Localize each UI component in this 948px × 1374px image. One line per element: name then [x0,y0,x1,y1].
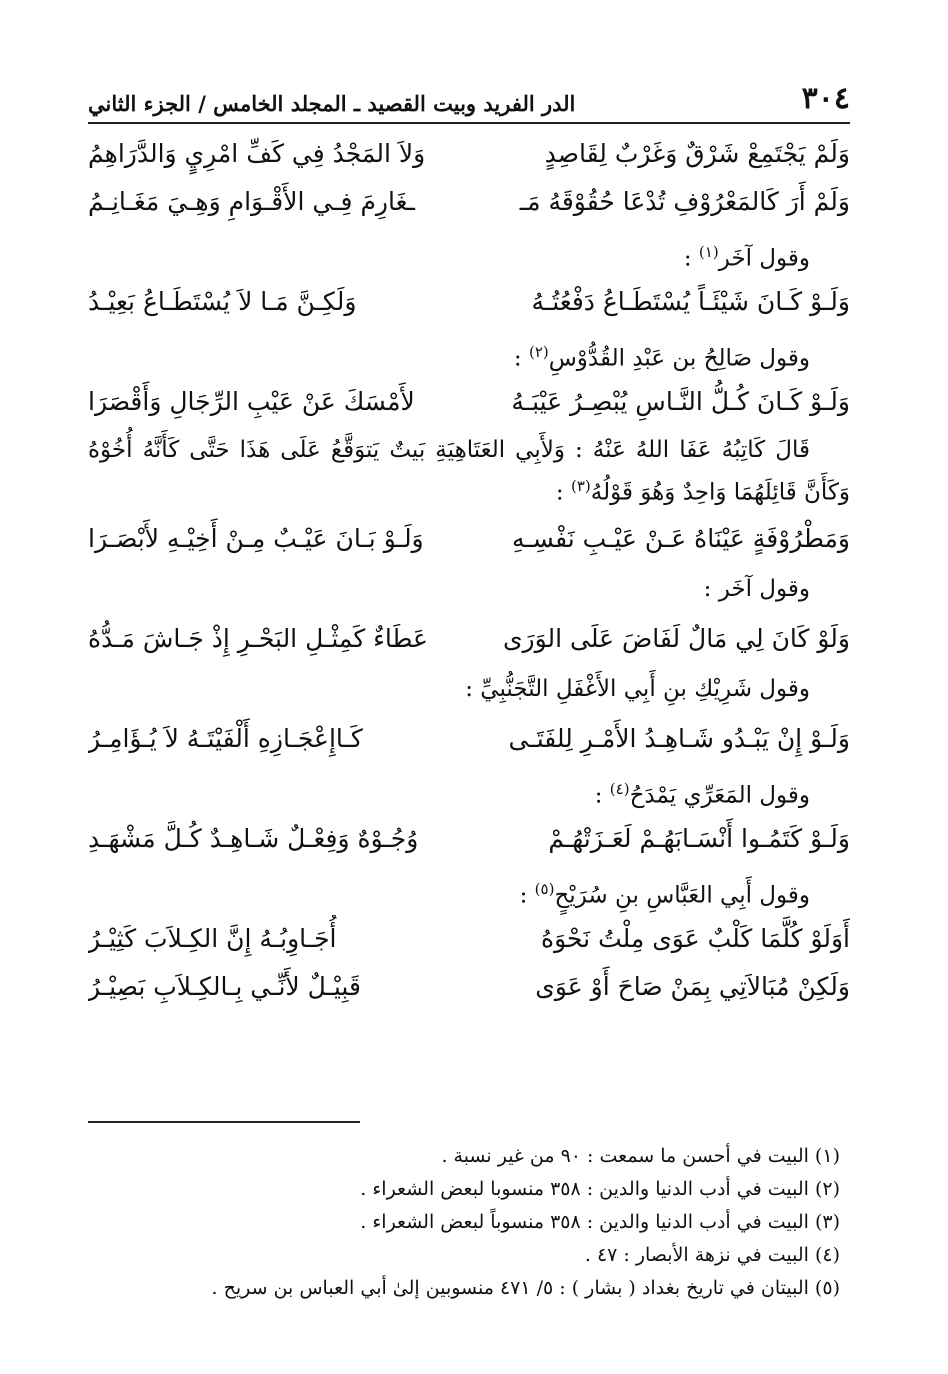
colon: : [513,345,529,372]
verse-line [88,278,850,326]
prose-paragraph [88,432,850,511]
verse-introduction [88,663,850,715]
text: وقول آخَر [718,575,810,602]
colon: : [683,245,699,272]
verse-second-hemistich: كَـاإِعْجَـازِهِ أَلْفَيْتَـهُ لاَ يُـؤَامِـرُ [88,723,363,753]
page-number: ٣٠٤ [801,81,850,116]
text: وقول آخَر [718,245,810,272]
verse-first-hemistich: وَلَـوْ كَـانَ شَيْئَـاً يُسْتَطَـاعُ دَفْعُتُـهُ [531,287,850,316]
verse-first-hemistich: وَلَمْ يَجْتَمِعْ شَرْقٌ وَغَرْبٌ لِقَاصِدٍ [544,139,850,168]
colon: : [703,575,719,602]
footnote: (٣) البيت في أدب الدنيا والدين : ٣٥٨ منسوباً لبعض الشعراء . [360,1211,840,1233]
verse-introduction [88,563,850,615]
verse-first-hemistich: وَلَوْ كَانَ لِي مَالٌ لَفَاضَ عَلَى الوَرَى [502,623,850,653]
footnote: (٢) البيت في أدب الدنيا والدين : ٣٥٨ منسوبا لبعض الشعراء . [360,1178,840,1200]
verse-line [88,378,850,426]
colon: : [555,479,571,506]
verse-first-hemistich: وَلَـوْ كَـانَ كُـلُّ النَّـاسِ يُبْصِـرُ عَيْبَـهُ [511,387,850,416]
text: وقول شَرِيْكِ بنِ أَبِي الأَغْفَلِ التَّجَنُّبِيِّ [480,675,810,702]
verse-second-hemistich: وُجُـوْهٌ وَفِعْـلٌ شَـاهِـدٌ كُـلَّ مَشْهَـدِ [88,823,419,853]
footnote: (٤) البيت في نزهة الأبصار : ٤٧ . [584,1244,840,1266]
text: وقول المَعَرِّي يَمْدَحُ [629,782,810,809]
verse-second-hemistich: وَلاَ المَجْدُ فِي كَفِّ امْرِيٍ وَالدَّرَاهِمُ [88,139,426,168]
verse-introduction [88,863,850,915]
verse-line [88,615,850,663]
footnote-separator [88,1121,360,1123]
text: قَالَ كَاتِبُهُ عَفَا اللهُ عَنْهُ : وَلأَبِي العَتَاهِيَةِ بَيتٌ يَتوَقَّعُ عَلَى هَذَا حَتَّى كَأَنَّهُ أُخُوْهُ وَكَأَنَّ قَائِلَهُمَا وَاحِدٌ وَهُوَ قَوْلُهُ [88,437,850,506]
footnote-marker: (٥) [534,879,555,898]
verse-introduction [88,326,850,378]
colon: : [519,882,535,909]
colon: : [594,782,610,809]
verse-introduction [88,226,850,278]
verse-first-hemistich: وَمَطْرُوْفَةٍ عَيْنَاهُ عَـنْ عَيْـبِ نَفْسِـهِ [512,523,850,553]
verse-second-hemistich: وَلَـوْ بَـانَ عَيْـبٌ مِـنْ أَخِيْـهِ لأَبْصَـرَا [88,523,424,553]
verse-line [88,130,850,178]
verse-first-hemistich: وَلَـوْ كَتَمُـوا أَنْسَـابَهُـمْ لَعَـزَتْهُـمْ [548,823,850,853]
verse-introduction [88,763,850,815]
verse-first-hemistich: وَلَمْ أَرَ كَالمَعْرُوْفِ تُدْعَا حُقُوْقَهُ مَـ [519,187,850,216]
footnote-marker: (٣) [570,477,591,495]
verse-line [88,515,850,563]
text: وقول أَبِي العَبَّاسِ بنِ سُرَيْحٍ [554,882,810,909]
verse-line [88,715,850,763]
verse-first-hemistich: وَلَـوْ إِنْ يَبْـدُو شَـاهِـدُ الأَمْـرِ لِلفَتَـى [508,723,850,753]
verse-second-hemistich: عَطَاءٌ كَمِثْـلِ البَحْـرِ إِذْ جَـاشَ مَـدُّهُ [88,623,428,653]
verse-line [88,963,850,1011]
colon: : [465,675,481,702]
footnote-marker: (١) [698,243,719,261]
verse-second-hemistich: ـغَارِمَ فِـي الأَقْـوَامِ وَهِـيَ مَغَـانِـمُ [88,187,416,216]
text: وقول صَالِحُ بن عَبْدِ القُدُّوْسِ [548,345,810,372]
running-title: الدر الفريد وبيت القصيد ـ المجلد الخامس / الجزء الثاني [88,91,576,116]
verse-second-hemistich: لأَمْسَكَ عَنْ عَيْبِ الرِّجَالِ وَأَقْصَرَا [88,387,415,416]
verse-first-hemistich: أَوَلَوْ كُلَّمَا كَلْبٌ عَوَى مِلْتُ نَحْوَهُ [541,923,850,953]
verse-line [88,815,850,863]
verse-second-hemistich: أُجَـاوِبُـهُ إِنَّ الكِـلاَبَ كَثِيْـرُ [88,923,337,953]
verse-line [88,178,850,226]
footnotes [88,1140,850,1305]
verse-second-hemistich: وَلَكِـنَّ مَـا لاَ يُسْتَطَـاعُ بَعِيْـدُ [88,287,357,316]
footnote: (١) البيت في أحسن ما سمعت : ٩٠ من غير نسبة . [441,1145,840,1167]
footnote: (٥) البيتان في تاريخ بغداد ( بشار ) : ٥/ ٤٧١ منسوبين إلىٰ أبي العباس بن سريح . [211,1277,840,1299]
verse-second-hemistich: قَبِيْـلٌ لأَنِّـي بِـالكِـلاَبِ بَصِيْـرُ [88,971,361,1001]
verse-first-hemistich: وَلَكِنْ مُبَالاَتِي بِمَنْ صَاحَ أَوْ عَوَى [535,971,850,1001]
verse-line [88,915,850,963]
footnote-marker: (٢) [528,343,549,361]
main-text [88,130,850,1011]
page-header [88,66,850,124]
footnote-marker: (٤) [609,779,630,798]
